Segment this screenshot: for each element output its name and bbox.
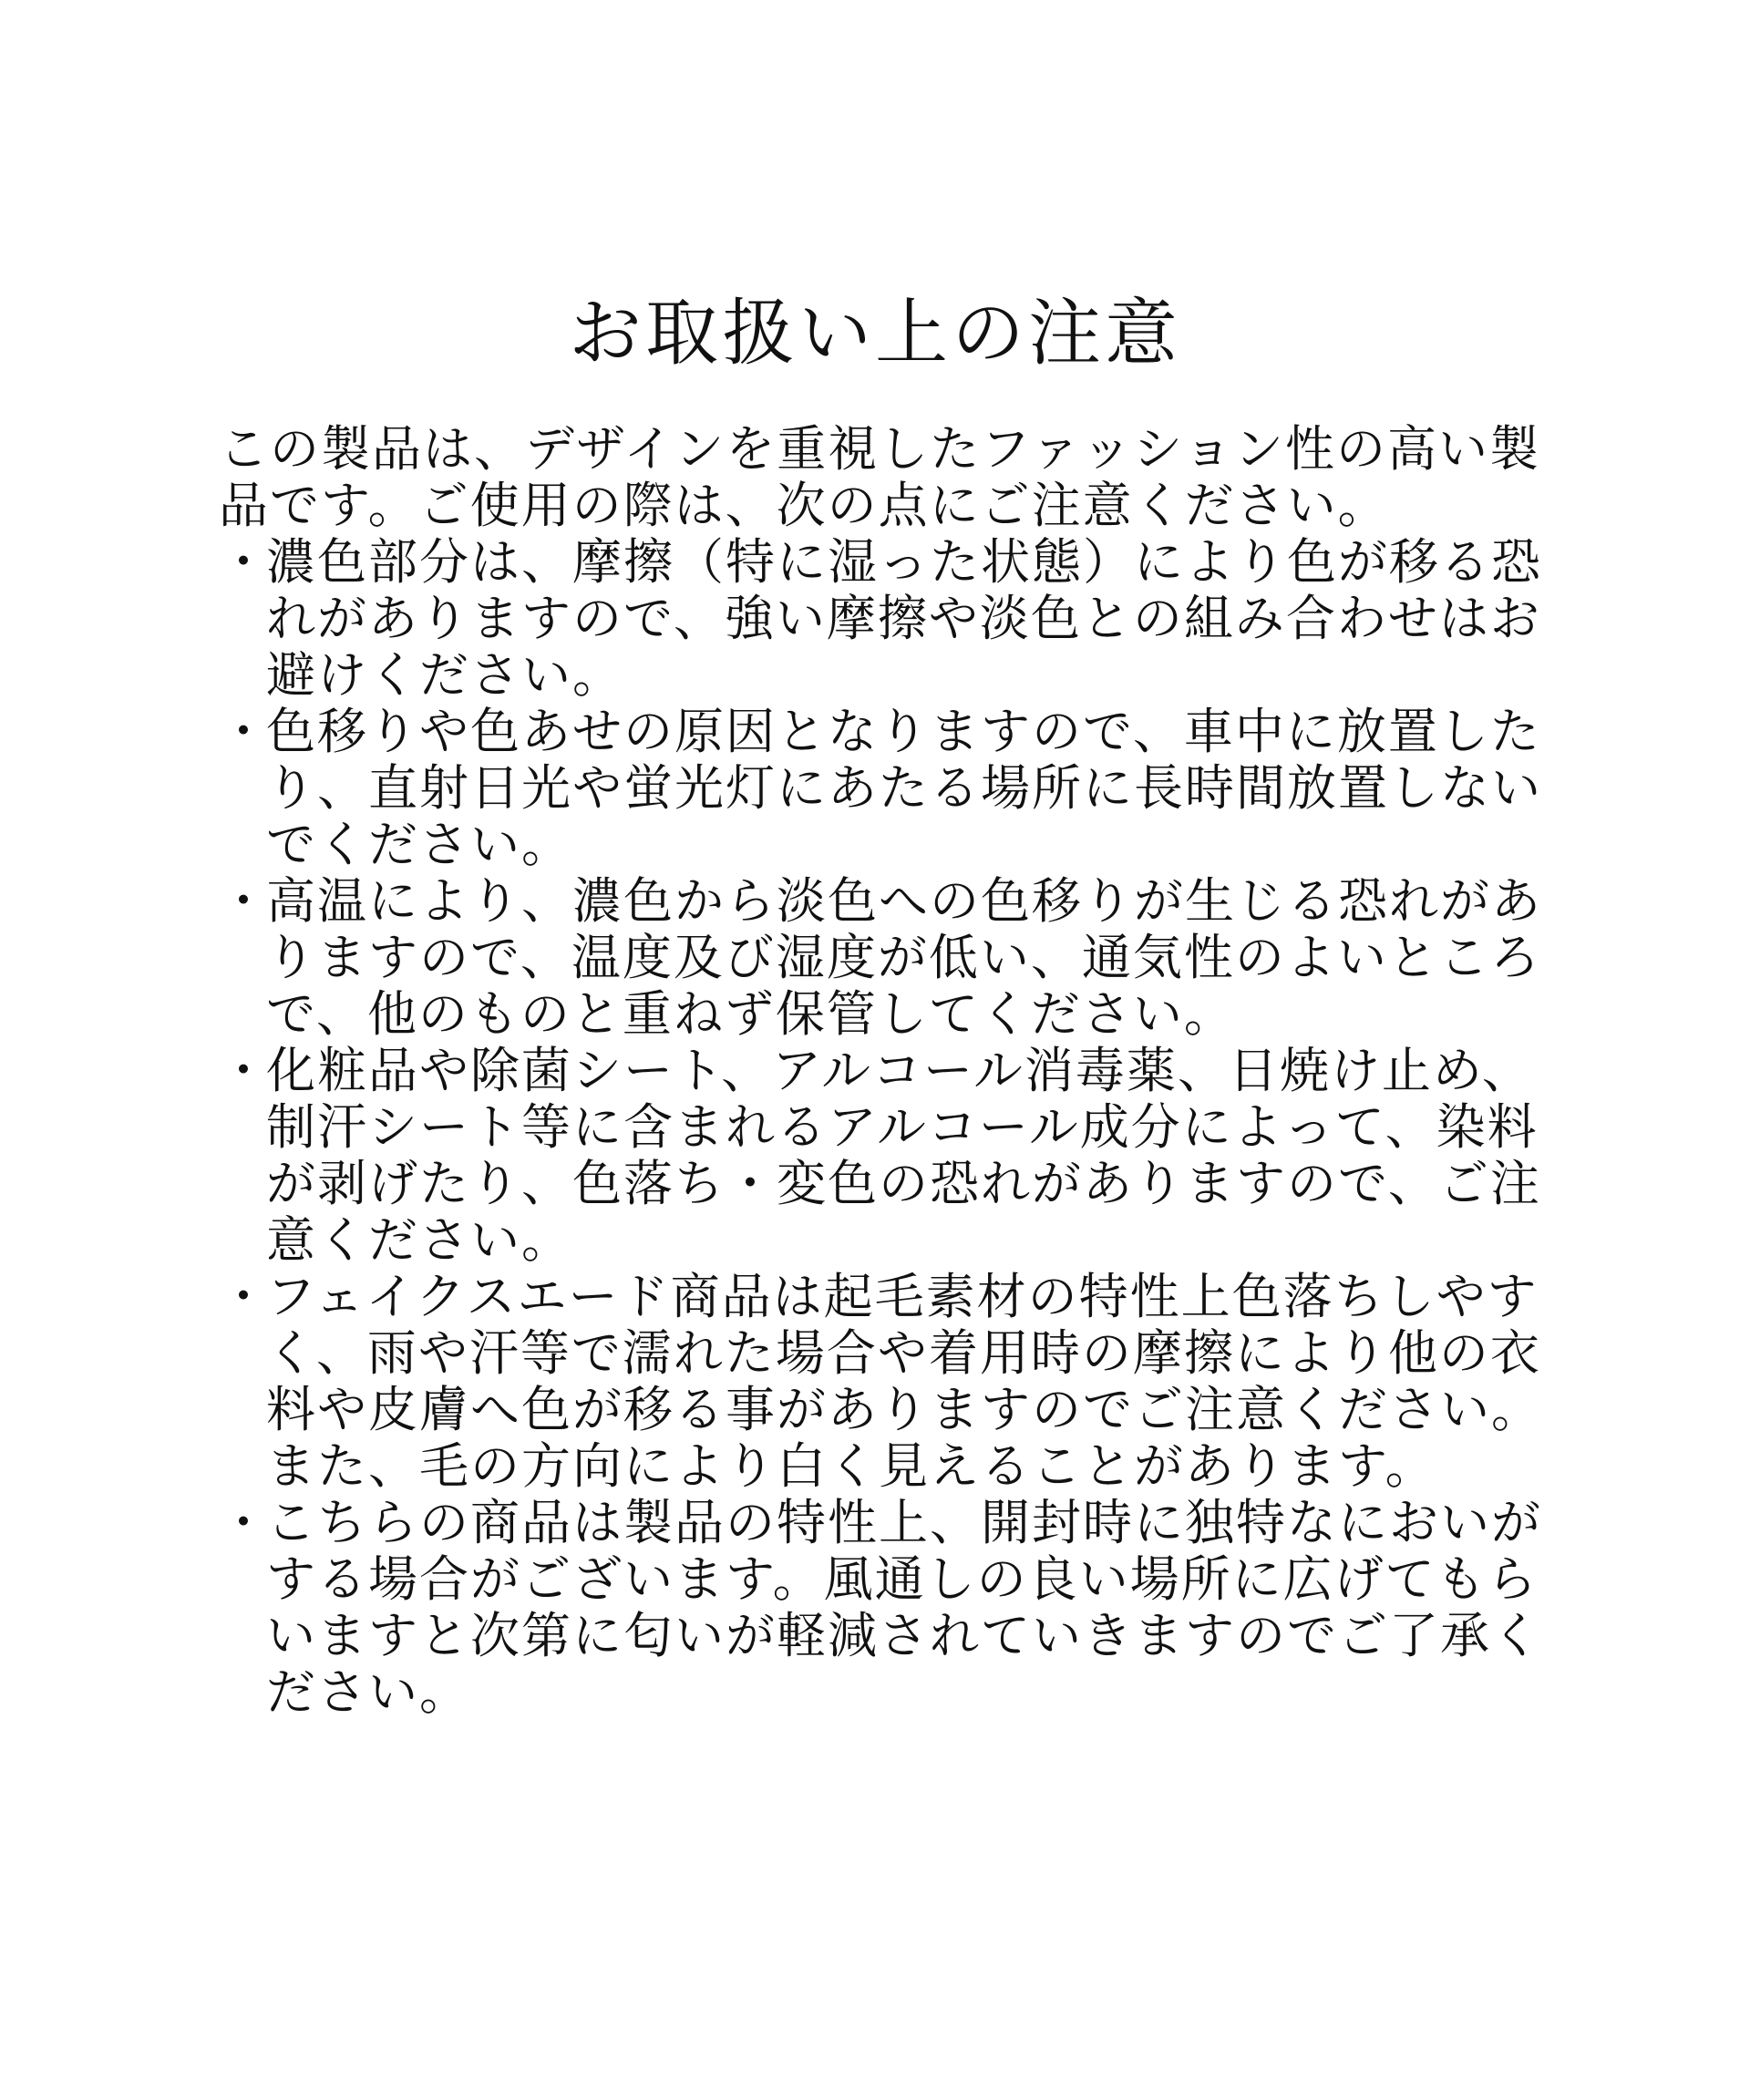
intro-paragraph: この製品は、デザインを重視したファッション性の高い製品です。ご使用の際は、次の点にご注意ください。 (219, 420, 1541, 534)
bullet-mark: ・ (219, 1042, 270, 1099)
instructions-body (219, 421, 1568, 1721)
caution-list (219, 534, 1568, 1721)
caution-text: 高温により、濃色から淡色への色移りが生じる恐れがありますので、温度及び湿度が低い、通気性のよいところで、他のものと重ねず保管してください。 (266, 872, 1542, 1043)
bullet-mark: ・ (219, 872, 270, 930)
caution-item (219, 704, 1568, 873)
caution-item (219, 1043, 1568, 1269)
caution-item (219, 534, 1568, 704)
bullet-mark: ・ (219, 533, 270, 591)
caution-text: 濃色部分は、摩擦（特に湿った状態）により色が移る恐れがありますので、強い摩擦や淡色との組み合わせはお避けください。 (266, 533, 1542, 704)
caution-text: 色移りや色あせの原因となりますので、車中に放置したり、直射日光や蛍光灯にあたる場所に長時間放置しないでください。 (266, 703, 1542, 873)
caution-item (219, 1269, 1568, 1495)
bullet-mark: ・ (219, 1494, 270, 1551)
page-title: お取扱い上の注意 (569, 291, 1181, 376)
caution-item (219, 1495, 1568, 1721)
caution-text: こちらの商品は製品の特性上、開封時に独特なにおいがする場合がございます。風通しの良い場所に広げてもらいますと次第に匂いが軽減されていきますのでご了承ください。 (266, 1494, 1542, 1721)
caution-text: 化粧品や除菌シート、アルコール消毒薬、日焼け止め、制汗シート等に含まれるアルコール成分によって、染料が剥げたり、色落ち・変色の恐れがありますので、ご注意ください。 (266, 1042, 1541, 1269)
caution-item (219, 873, 1568, 1043)
bullet-mark: ・ (219, 1268, 270, 1325)
caution-text: フェイクスエード商品は起毛素材の特性上色落ちしやすく、雨や汗等で濡れた場合や着用時の摩擦により他の衣料や皮膚へ色が移る事がありますのでご注意ください。また、毛の方向により白く見えることがあります。 (266, 1268, 1542, 1495)
bullet-mark: ・ (219, 703, 270, 760)
